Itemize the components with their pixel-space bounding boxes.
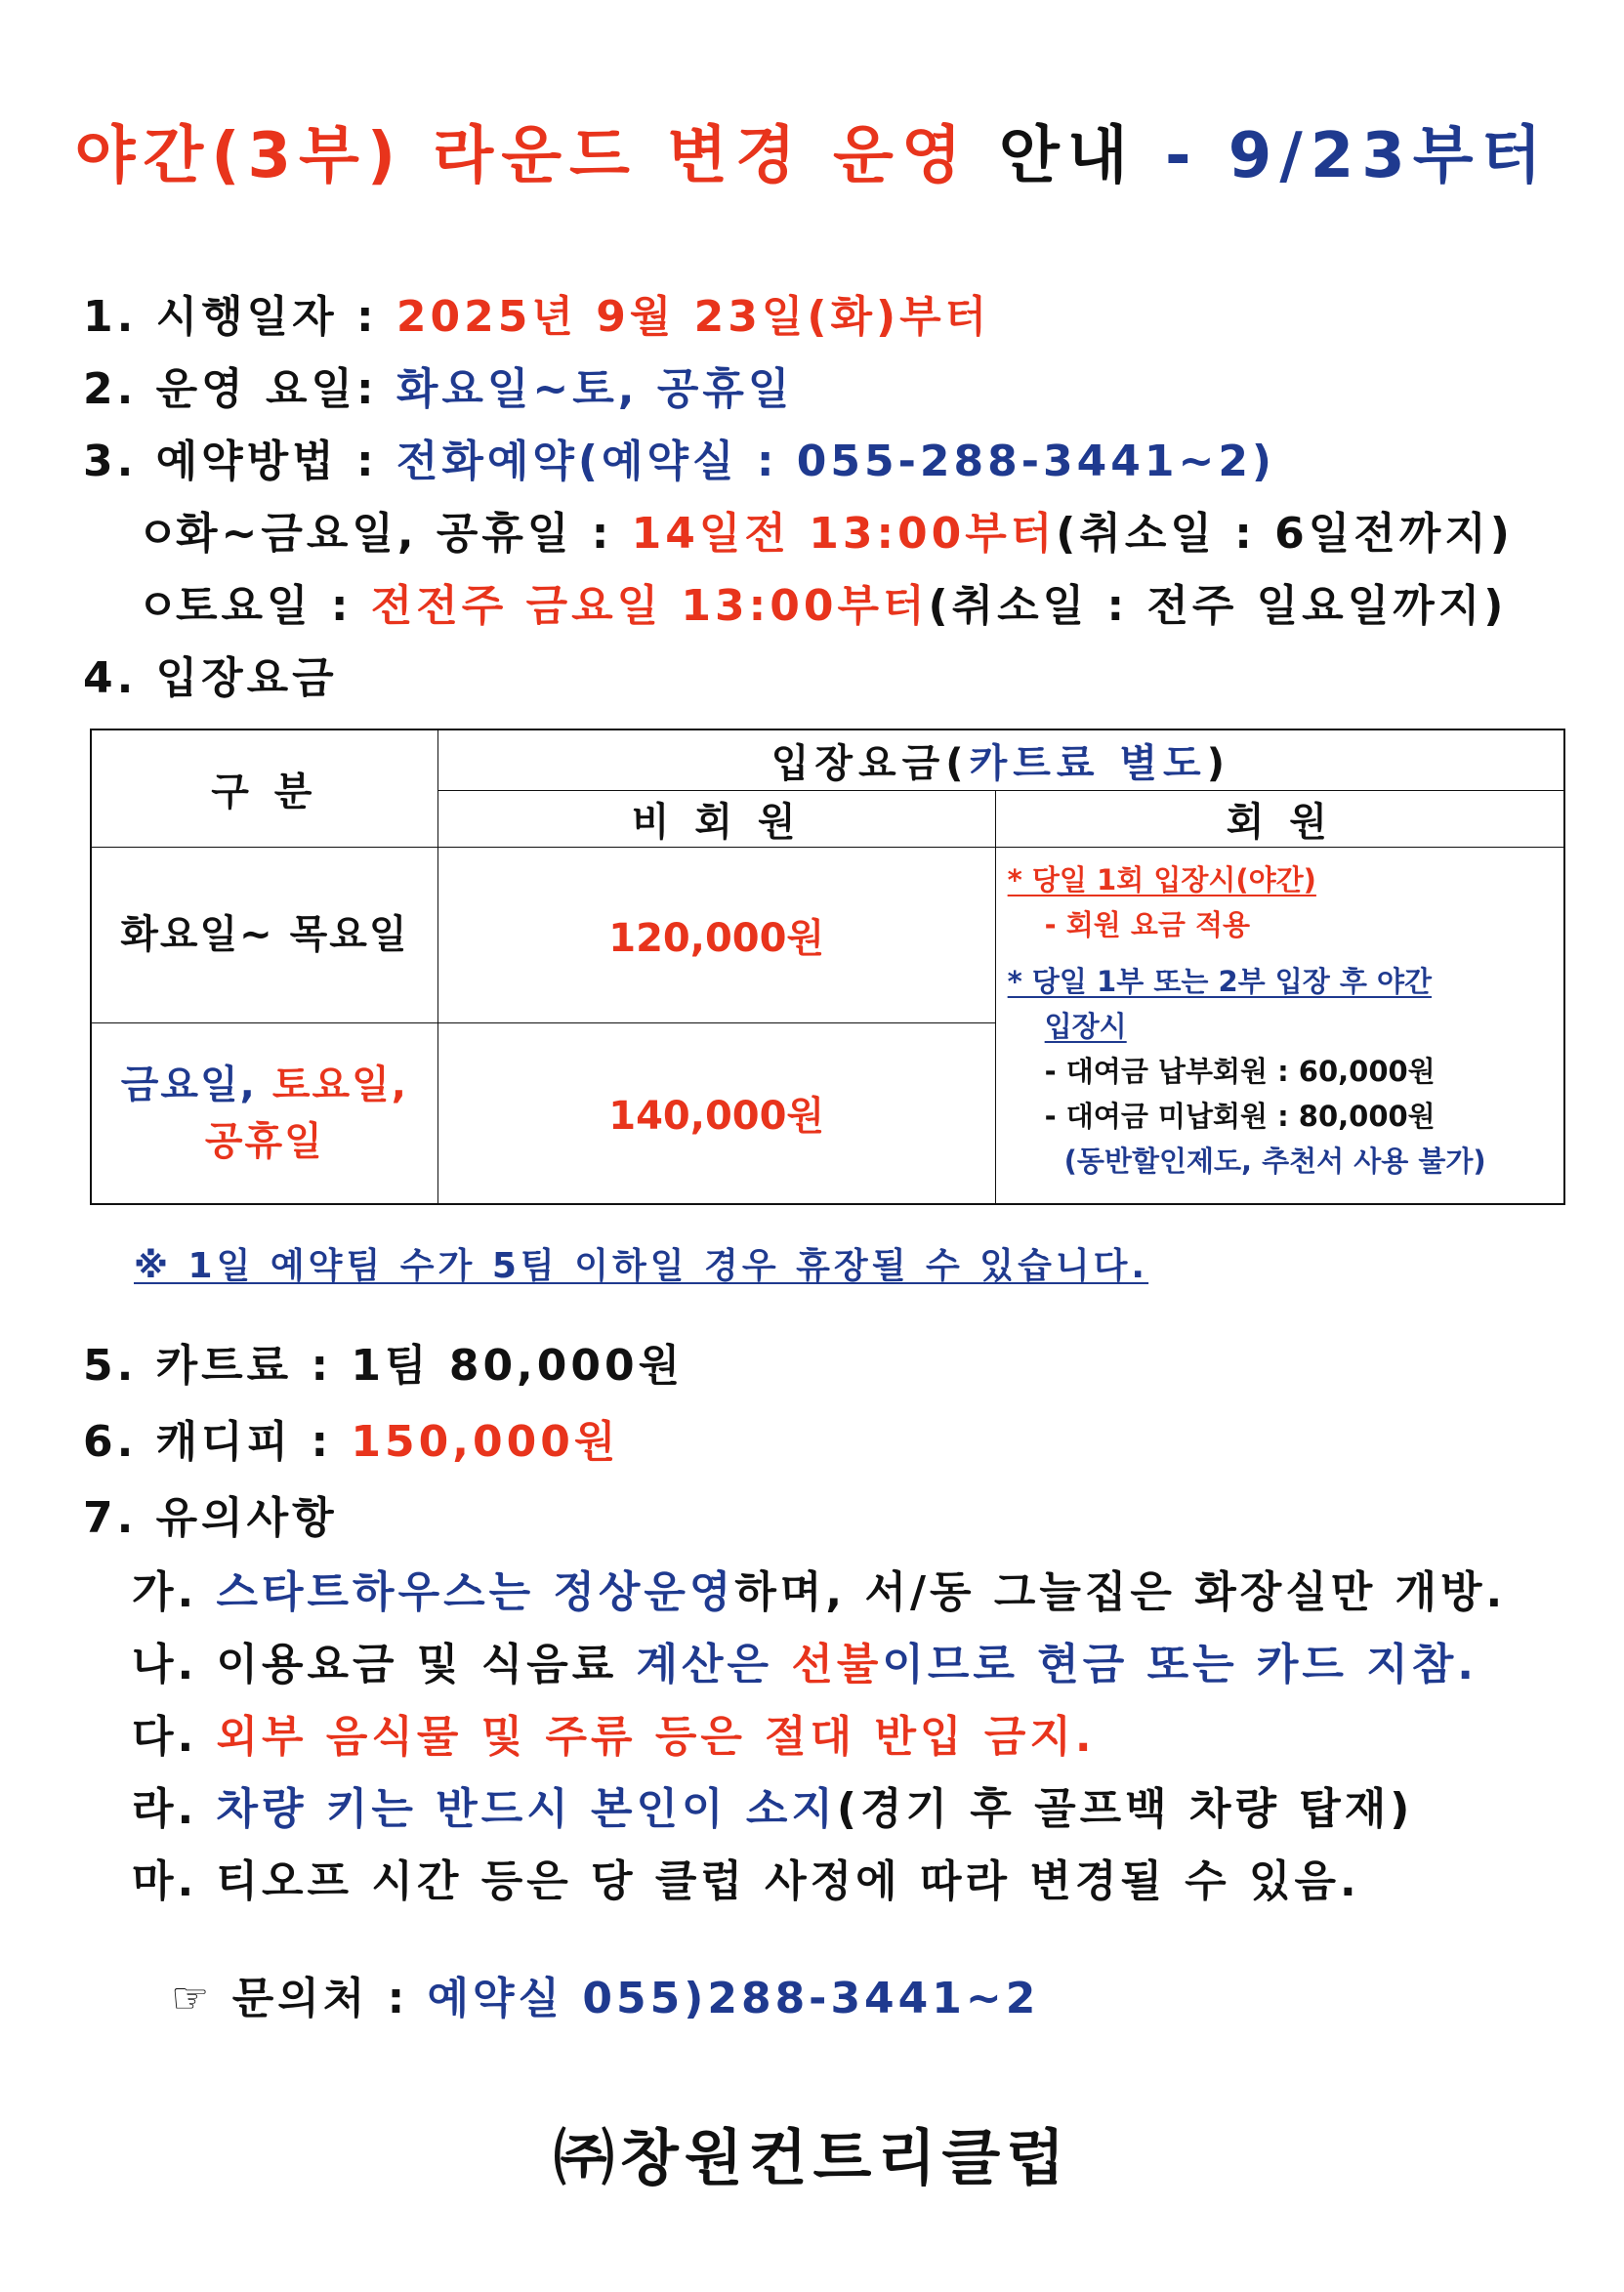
page-title — [0, 105, 1624, 195]
item-operating-days: 2. 운영 요일: 화요일~토, 공휴일 — [83, 364, 794, 414]
bullet-circle: ㅇ — [137, 581, 183, 631]
note-discount-exclusion: (동반할인제도, 추천서 사용 불가) — [1063, 1144, 1486, 1178]
title-guide: 안내 — [999, 120, 1136, 192]
title-date: - 9/23부터 — [1164, 120, 1550, 192]
note-member-rate: - 회원 요금 적용 — [1044, 907, 1251, 941]
item-cart-fee: 5. 카트료 : 1팀 80,000원 — [83, 1341, 685, 1391]
contact-phone: 예약실 055)288-3441~2 — [427, 1974, 1040, 2023]
caution-na: 나. 이용요금 및 식음료 계산은 선불이므로 현금 또는 카드 지참. — [132, 1640, 1478, 1689]
header-nonmember: 비 회 원 — [437, 790, 995, 847]
start-date-value: 2025년 9월 23일(화)부터 — [396, 292, 991, 342]
item-caddie-fee: 6. 캐디피 : 150,000원 — [83, 1417, 620, 1467]
caution-da: 다. 외부 음식물 및 주류 등은 절대 반입 금지. — [132, 1712, 1096, 1762]
header-member: 회 원 — [995, 790, 1564, 847]
note-single-entry: * 당일 1회 입장시(야간) — [1007, 862, 1316, 896]
price-weekday: 120,000원 — [437, 847, 995, 1022]
reservation-weekday: ㅇ화~금요일, 공휴일 : 14일전 13:00부터(취소일 : 6일전까지) — [137, 498, 1514, 561]
closure-notice: ※ 1일 예약팀 수가 5팀 이하일 경우 휴장될 수 있습니다. — [134, 1246, 1149, 1286]
caution-ra: 라. 차량 키는 반드시 본인이 소지(경기 후 골프백 차량 탑재) — [132, 1784, 1414, 1834]
item-reservation-method: 3. 예약방법 : 전화예약(예약실 : 055-288-3441~2) — [83, 437, 1276, 486]
item-start-date: 1. 시행일자 : 2025년 9월 23일(화)부터 — [83, 292, 991, 342]
header-category: 구 분 — [91, 729, 437, 847]
member-notes: * 당일 1회 입장시(야간) - 회원 요금 적용 * 당일 1부 또는 2부 입장 후 야간 입장시 - 대여금 납부회원 : 60,000원 - 대여금 미납회원 : 80,000원 (동반할인제도, 추천서 사용 불가) — [995, 847, 1564, 1204]
bullet-circle: ㅇ — [137, 509, 183, 559]
note-unpaid-member: - 대여금 미납회원 : 80,000원 — [1044, 1099, 1436, 1133]
row-label-weekday: 화요일~ 목요일 — [91, 847, 437, 1022]
caution-ga: 가. 스타트하우스는 정상운영하며, 서/동 그늘집은 화장실만 개방. — [132, 1567, 1507, 1617]
note-paid-member: - 대여금 납부회원 : 60,000원 — [1044, 1054, 1436, 1088]
item-entrance-fee: 4. 입장요금 — [83, 653, 338, 703]
caution-ma: 마. 티오프 시간 등은 당 클럽 사정에 따라 변경될 수 있음. — [132, 1856, 1360, 1906]
note-after-day-round: * 당일 1부 또는 2부 입장 후 야간 — [1007, 964, 1433, 998]
operating-days-value: 화요일~토, 공휴일 — [396, 364, 794, 414]
fee-table — [90, 729, 1565, 1205]
pointing-hand-icon: ☞ — [171, 1974, 214, 2023]
contact-info: ☞ 문의처 : 예약실 055)288-3441~2 — [171, 1974, 1040, 2023]
reservation-saturday: ㅇ토요일 : 전전주 금요일 13:00부터(취소일 : 전주 일요일까지) — [137, 570, 1507, 633]
item-cautions: 7. 유의사항 — [83, 1493, 338, 1543]
reservation-method-value: 전화예약(예약실 : 055-288-3441~2) — [396, 437, 1276, 486]
caddie-fee-value: 150,000원 — [351, 1417, 620, 1467]
title-main: 야간(3부) 라운드 변경 운영 — [74, 120, 970, 192]
price-weekend: 140,000원 — [437, 1022, 995, 1204]
row-label-weekend: 금요일, 토요일, 공휴일 — [91, 1022, 437, 1204]
company-name: ㈜창원컨트리클럽 — [553, 2122, 1071, 2193]
header-fee: 입장요금(카트료 별도) — [437, 729, 1564, 790]
